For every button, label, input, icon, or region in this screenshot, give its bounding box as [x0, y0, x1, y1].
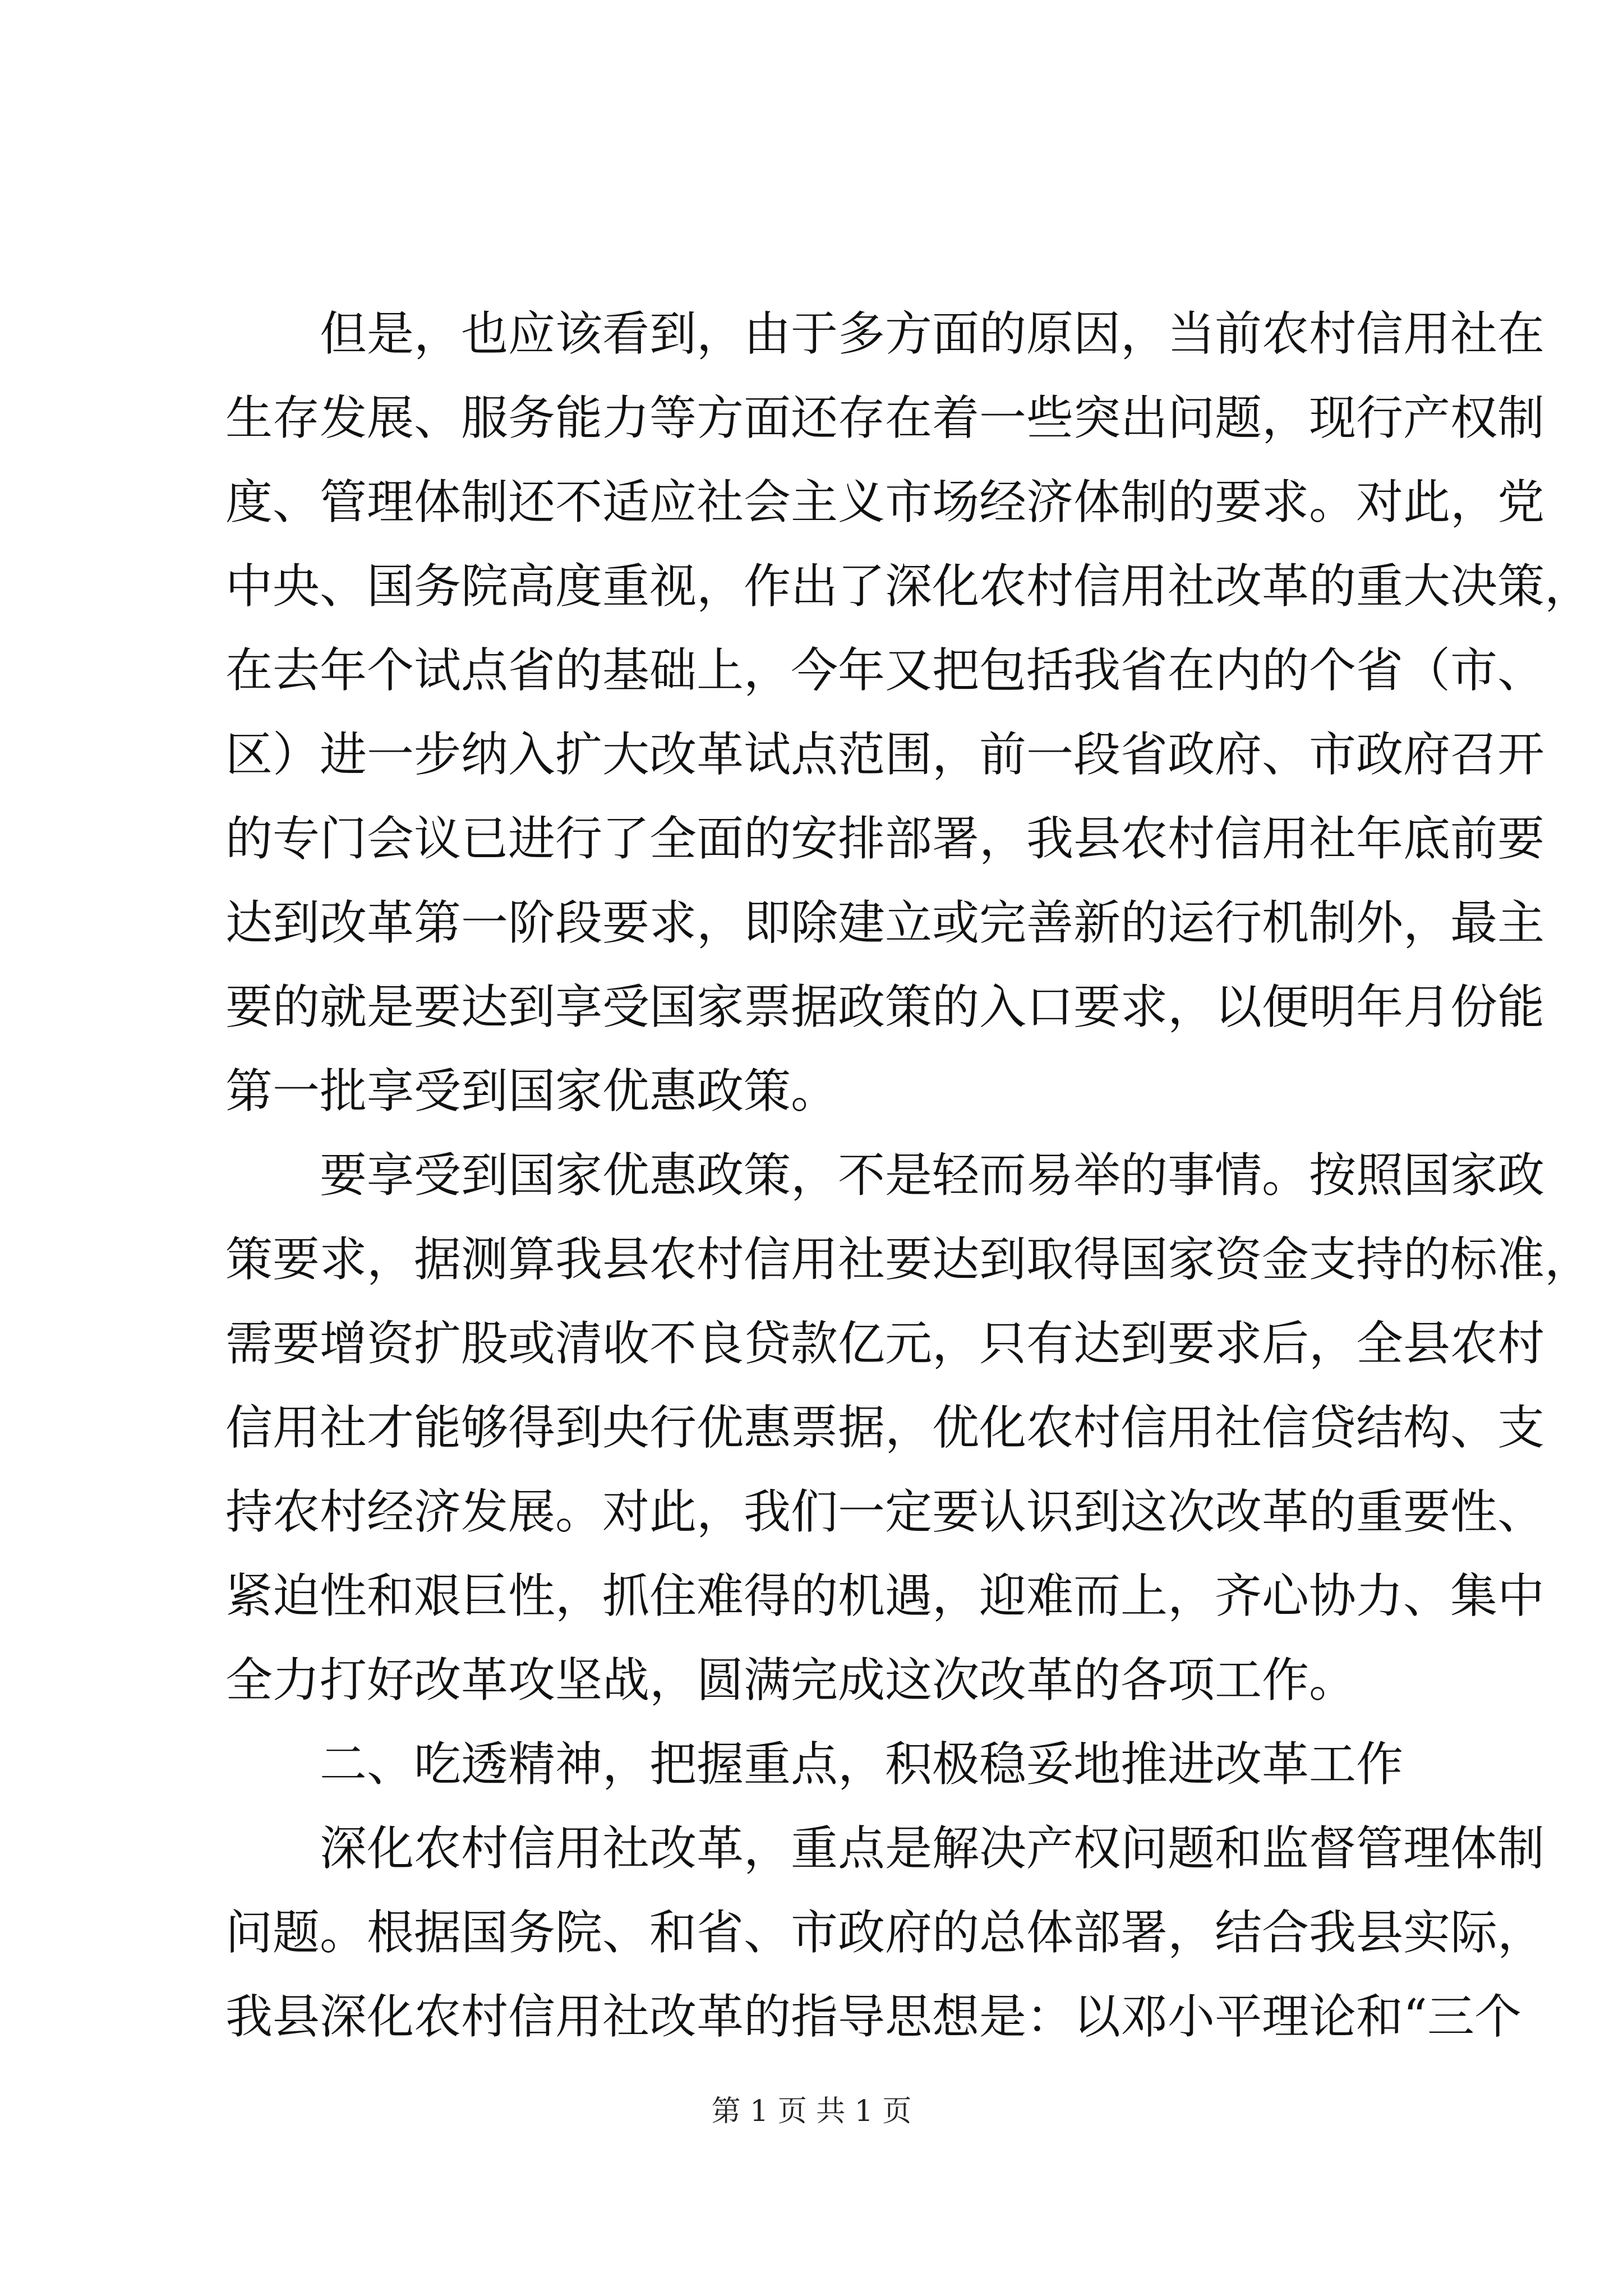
paragraph-line: 生存发展、服务能力等方面还存在着一些突出问题，现行产权制 — [225, 390, 1545, 445]
paragraph-line: 我县深化农村信用社改革的指导思想是：以邓小平理论和“三个 — [225, 1989, 1521, 2044]
paragraph-line: 第一批享受到国家优惠政策。 — [225, 1064, 838, 1119]
paragraph-line: 要的就是要达到享受国家票据政策的入口要求，以便明年月份能 — [225, 979, 1545, 1034]
paragraph-line: 度、管理体制还不适应社会主义市场经济体制的要求。对此，党 — [225, 475, 1545, 530]
paragraph-line: 持农村经济发展。对此，我们一定要认识到这次改革的重要性、 — [225, 1484, 1545, 1539]
paragraph-line: 中央、国务院高度重视，作出了深化农村信用社改革的重大决策， — [225, 559, 1592, 614]
paragraph-line: 全力打好改革攻坚战，圆满完成这次改革的各项工作。 — [225, 1653, 1357, 1708]
paragraph-line: 在去年个试点省的基础上，今年又把包括我省在内的个省（市、 — [225, 643, 1545, 698]
paragraph-line: 但是，也应该看到，由于多方面的原因，当前农村信用社在 — [320, 306, 1545, 361]
paragraph-line: 紧迫性和艰巨性，抓住难得的机遇，迎难而上，齐心协力、集中 — [225, 1568, 1545, 1623]
paragraph-line: 达到改革第一阶段要求，即除建立或完善新的运行机制外，最主 — [225, 895, 1545, 950]
page-footer — [0, 2089, 1623, 2134]
paragraph-line: 深化农村信用社改革，重点是解决产权问题和监督管理体制 — [320, 1821, 1545, 1876]
paragraph-line: 要享受到国家优惠政策，不是轻而易举的事情。按照国家政 — [320, 1148, 1545, 1203]
page-number-label: 第 1 页 共 1 页 — [711, 2095, 912, 2128]
paragraph-line: 问题。根据国务院、和省、市政府的总体部署，结合我县实际， — [225, 1905, 1545, 1960]
paragraph-line: 区）进一步纳入扩大改革试点范围，前一段省政府、市政府召开 — [225, 727, 1545, 782]
paragraph-line: 信用社才能够得到央行优惠票据，优化农村信用社信贷结构、支 — [225, 1400, 1545, 1455]
paragraph-line: 的专门会议已进行了全面的安排部署，我县农村信用社年底前要 — [225, 811, 1545, 866]
paragraph-line: 需要增资扩股或清收不良贷款亿元，只有达到要求后，全县农村 — [225, 1316, 1545, 1371]
paragraph-line: 策要求，据测算我县农村信用社要达到取得国家资金支持的标准， — [225, 1232, 1592, 1287]
section-heading: 二、吃透精神，把握重点，积极稳妥地推进改革工作 — [320, 1737, 1404, 1792]
